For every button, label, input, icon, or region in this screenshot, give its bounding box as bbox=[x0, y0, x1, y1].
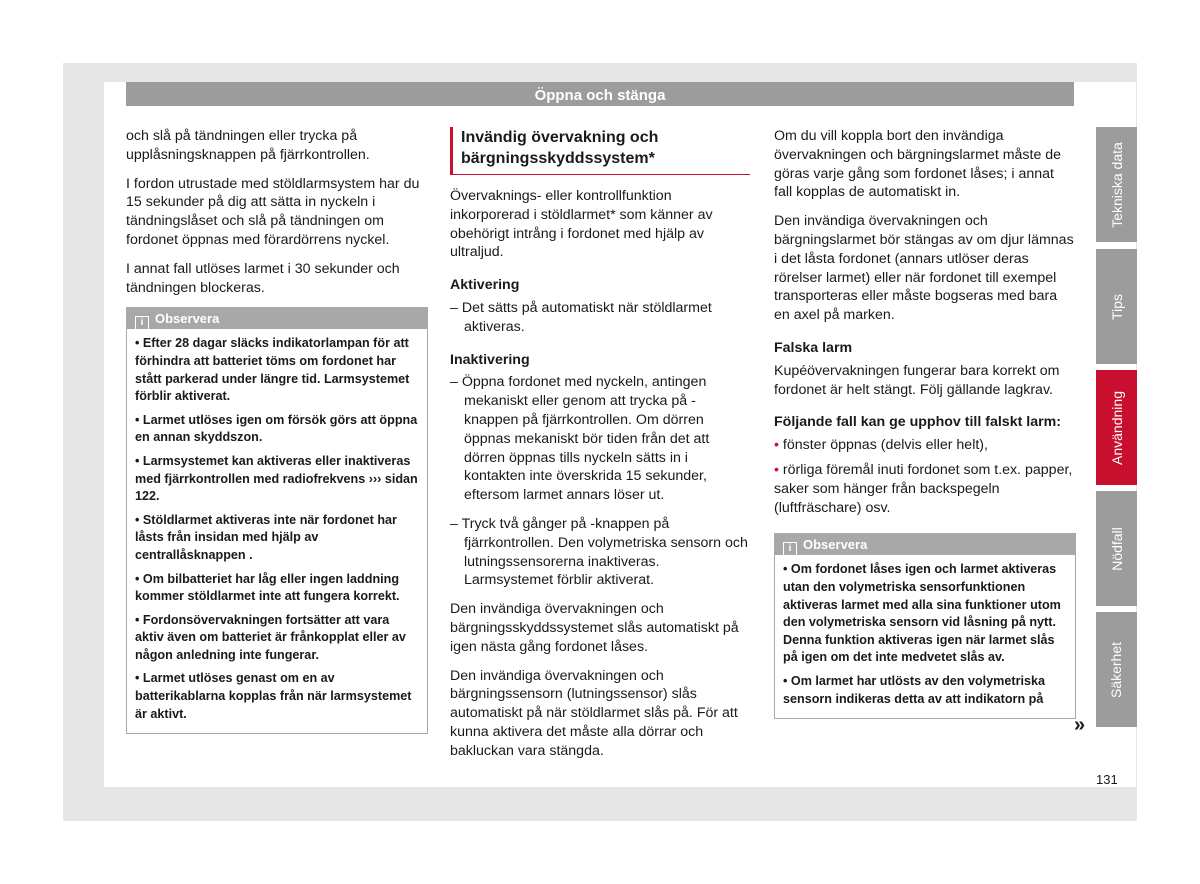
note-item: • Efter 28 dagar släcks indikatorlampan för att förhindra att batteriet töms om fordonet har stått parkerad under längre tid. Larmsystemet förblir aktiverat. bbox=[135, 336, 410, 404]
page-reference-link[interactable]: ››› sidan 122. bbox=[135, 471, 418, 504]
chapter-header: Öppna och stänga bbox=[126, 82, 1074, 106]
bullet-icon: • bbox=[774, 461, 779, 478]
note-header bbox=[775, 534, 1075, 555]
column-1 bbox=[126, 127, 428, 734]
note-title: Observera bbox=[803, 537, 868, 553]
paragraph: I fordon utrustade med stöldlarmsystem har du 15 sekunder på dig att sätta in nyckeln i tändningslåset och slå på tändningen om fordonet öppnas med förardörrens nyckel. bbox=[126, 175, 420, 248]
note-item: • Larmet utlöses igen om försök görs att öppna en annan skyddszon. bbox=[135, 412, 418, 445]
paragraph: Den invändiga övervakningen och bärgningsskyddssystemet slås automatiskt på igen nästa gång fordonet låses. bbox=[450, 601, 739, 655]
note-box bbox=[126, 307, 428, 734]
info-icon: i bbox=[783, 542, 797, 556]
column-2 bbox=[450, 127, 750, 771]
subheading-activation: Aktivering bbox=[450, 277, 520, 294]
bullet-item bbox=[774, 436, 1076, 455]
step-item: – Tryck två gånger på -knappen på fjärrkontrollen. Den volymetriska sensorn och lutningssensorerna inaktiveras. Larmsystemet förblir aktiverat. bbox=[450, 515, 748, 589]
note-header bbox=[127, 308, 427, 329]
bullet-text: fönster öppnas (delvis eller helt), bbox=[782, 437, 988, 454]
subheading-false-alarm-causes: Följande fall kan ge upphov till falskt larm: bbox=[774, 414, 1061, 431]
bullet-item bbox=[774, 461, 1076, 517]
note-item: • Stöldlarmet aktiveras inte när fordonet har låsts från insidan med hjälp av centrallåsknappen . bbox=[135, 512, 397, 562]
note-item: • Fordonsövervakningen fortsätter att vara aktiv även om batteriet är frånkopplat eller av någon anledning inte fungerar. bbox=[135, 612, 406, 662]
subheading-false-alarms: Falska larm bbox=[774, 339, 853, 356]
continue-arrow-icon: » bbox=[1074, 714, 1086, 736]
note-item: • Larmet utlöses genast om en av batterikablarna kopplas från när larmsystemet är aktivt. bbox=[135, 671, 412, 721]
column-3 bbox=[774, 127, 1076, 719]
note-item-text: • Larmsystemet kan aktiveras eller inaktiveras med fjärrkontrollen med radiofrekvens bbox=[135, 453, 411, 486]
paragraph: Den invändiga övervakningen och bärgningslarmet bör stängas av om djur lämnas i det låsta fordonet (annars utlöser deras rörelser larmet) eller när fordonet till exempel transporteras eller måste bogseras med bara en axel på marken. bbox=[774, 213, 1074, 324]
info-icon: i bbox=[135, 316, 149, 330]
tab-tips[interactable]: Tips bbox=[1096, 249, 1137, 364]
note-item: • Om fordonet låses igen och larmet aktiveras utan den volymetriska sensorfunktionen aktiveras larmet med alla sina funktioner utom den volymetriska sensorn vid låsning på nytt. Denna funktion aktiveras igen när larmet slås på igen om det inte medvetet slås av. bbox=[783, 562, 1061, 665]
subheading-deactivation: Inaktivering bbox=[450, 351, 530, 368]
step-item: – Det sätts på automatiskt när stöldlarmet aktiveras. bbox=[450, 299, 712, 335]
tab-sakerhet[interactable]: Säkerhet bbox=[1096, 612, 1137, 727]
tab-nodfall[interactable]: Nödfall bbox=[1096, 491, 1137, 606]
note-box bbox=[774, 533, 1076, 719]
note-body bbox=[775, 555, 1075, 718]
note-item: • Om larmet har utlösts av den volymetriska sensorn indikeras detta av att indikatorn på bbox=[783, 673, 1045, 706]
note-body bbox=[127, 329, 427, 733]
paragraph: Om du vill koppla bort den invändiga övervakningen och bärgningslarmet måste de göras varje gång som fordonet låses; i annat fall kopplas de automatiskt in. bbox=[774, 128, 1062, 201]
bullet-icon: • bbox=[774, 437, 779, 454]
bullet-text: rörliga föremål inuti fordonet som t.ex. papper, saker som hänger från backspegeln (luftfräschare) osv. bbox=[774, 461, 1073, 516]
paragraph: Övervaknings- eller kontrollfunktion inkorporerad i stöldlarmet* som känner av obehörigt intrång i fordonet med hjälp av ultraljud. bbox=[450, 188, 713, 261]
page-number: 131 bbox=[1096, 772, 1118, 787]
section-title: Invändig övervakning och bärgningsskyddssystem* bbox=[450, 127, 750, 175]
paragraph: Den invändiga övervakningen och bärgningssensorn (lutningssensor) slås automatiskt på när stöldlarmet slås på. För att kunna aktivera det måste alla dörrar och bakluckan vara stängda. bbox=[450, 667, 738, 759]
paragraph: och slå på tändningen eller trycka på upplåsningsknappen på fjärrkontrollen. bbox=[126, 128, 370, 163]
step-item: – Öppna fordonet med nyckeln, antingen mekaniskt eller genom att trycka på -knappen på fjärrkontrollen. Om dörren öppnas mekaniskt bör tiden från det att dörren öppnas tills nyckeln sätts in i kontakten inte överskrida 15 sekunder, eftersom larmet annars löser ut. bbox=[450, 374, 710, 504]
note-item bbox=[135, 453, 421, 506]
paragraph: I annat fall utlöses larmet i 30 sekunder och tändningen blockeras. bbox=[126, 260, 400, 296]
note-title: Observera bbox=[155, 311, 220, 327]
tab-tekniska-data[interactable]: Tekniska data bbox=[1096, 127, 1137, 242]
tab-anvandning[interactable]: Användning bbox=[1096, 370, 1137, 485]
note-item: • Om bilbatteriet har låg eller ingen laddning kommer stöldlarmet inte att fungera korrekt. bbox=[135, 571, 400, 604]
paragraph: Kupéövervakningen fungerar bara korrekt om fordonet är helt stängt. Följ gällande lagkrav. bbox=[774, 362, 1060, 398]
